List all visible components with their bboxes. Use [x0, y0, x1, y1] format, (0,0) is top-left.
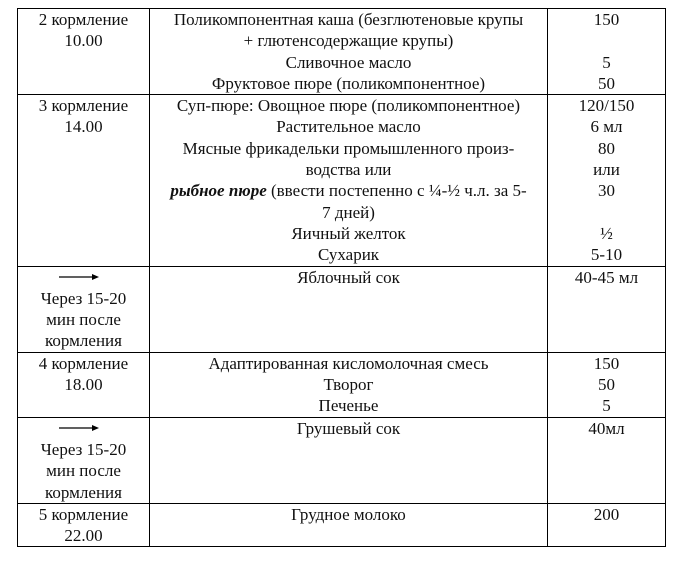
amount: 40-45 мл: [574, 267, 639, 287]
amount: 150: [593, 353, 620, 373]
meal-cell: [18, 9, 150, 95]
items-cell: [150, 503, 548, 547]
food-item: Сливочное масло: [285, 52, 412, 72]
amount: [551, 202, 662, 223]
meal-name: 3 кормление: [38, 96, 129, 116]
food-item: Яичный желток: [291, 223, 406, 243]
food-item: Растительное масло: [276, 117, 421, 137]
meal-cell: [18, 95, 150, 266]
food-item: Суп-пюре: Овощное пюре (поликомпонентное): [176, 96, 521, 116]
food-item: + глютенсодержащие крупы): [243, 31, 454, 51]
meal-cell: [18, 352, 150, 417]
food-item: водства или: [305, 160, 392, 180]
food-item: Адаптированная кисломолочная смесь: [208, 353, 489, 373]
amount: 5: [602, 52, 611, 72]
note-text: Через 15-20: [40, 439, 127, 459]
amount: 5: [602, 396, 611, 416]
amount: 120/150: [578, 96, 635, 116]
food-item: Сухарик: [317, 245, 380, 265]
food-item: Печенье: [318, 396, 379, 416]
feeding-schedule-table: [17, 8, 666, 547]
amount-cell: [548, 503, 666, 547]
items-cell: [150, 9, 548, 95]
note-text: Через 15-20: [40, 288, 127, 308]
food-item: Фруктовое пюре (поликомпонентное): [211, 73, 486, 93]
meal-name: 2 кормление: [38, 10, 129, 29]
amount-cell: [548, 266, 666, 352]
fish-puree-label: рыбное пюре: [170, 181, 267, 201]
food-item: Мясные фрикадельки промышленного произ-: [182, 138, 515, 158]
amount: 40мл: [588, 418, 625, 438]
items-cell: [150, 95, 548, 266]
amount: 5-10: [590, 245, 623, 265]
table-row-feeding-2: [18, 9, 666, 95]
meal-time: 10.00: [64, 31, 103, 51]
note-text: мин после: [46, 310, 121, 330]
note-text: кормления: [45, 331, 122, 351]
note-cell: [18, 266, 150, 352]
meal-time: 18.00: [64, 375, 103, 395]
meal-name: 5 кормление: [38, 504, 129, 524]
amount: [551, 30, 662, 51]
items-cell: [150, 266, 548, 352]
amount-cell: [548, 417, 666, 503]
food-item: Грудное молоко: [291, 504, 406, 524]
amount: ½: [600, 223, 613, 243]
food-item: Поликомпонентная каша (безглютеновые крупы: [173, 10, 524, 29]
meal-time: 22.00: [64, 526, 103, 546]
food-item: Яблочный сок: [297, 267, 400, 287]
arrow-right-icon: [21, 418, 146, 439]
meal-name: 4 кормление: [38, 353, 129, 373]
note-text: кормления: [45, 482, 122, 502]
table-row-after-feeding-juice: [18, 266, 666, 352]
amount: 200: [593, 504, 620, 524]
amount: 50: [598, 73, 615, 93]
amount-cell: [548, 9, 666, 95]
food-item: Грушевый сок: [296, 418, 401, 438]
items-cell: [150, 352, 548, 417]
food-item-fish: [153, 180, 544, 201]
nutrition-table-page: [17, 8, 665, 547]
food-item: Творог: [323, 375, 374, 395]
table-row-feeding-4: [18, 352, 666, 417]
amount-cell: [548, 352, 666, 417]
arrow-right-icon: [21, 267, 146, 288]
amount: 80: [598, 138, 615, 158]
meal-time: 14.00: [64, 117, 103, 137]
items-cell: [150, 417, 548, 503]
amount: 6 мл: [590, 117, 623, 137]
table-row-feeding-3: [18, 95, 666, 266]
meal-cell: [18, 503, 150, 547]
note-cell: [18, 417, 150, 503]
amount: 50: [598, 375, 615, 395]
amount-cell: [548, 95, 666, 266]
amount: 150: [593, 10, 620, 29]
food-item: 7 дней): [322, 202, 375, 222]
amount: или: [593, 160, 620, 180]
table-row-feeding-5: [18, 503, 666, 547]
note-text: мин после: [46, 461, 121, 481]
fish-puree-note: (ввести постепенно с ¼-½ ч.л. за 5-: [266, 181, 527, 201]
amount: 30: [598, 181, 615, 201]
table-row-after-feeding-juice: [18, 417, 666, 503]
